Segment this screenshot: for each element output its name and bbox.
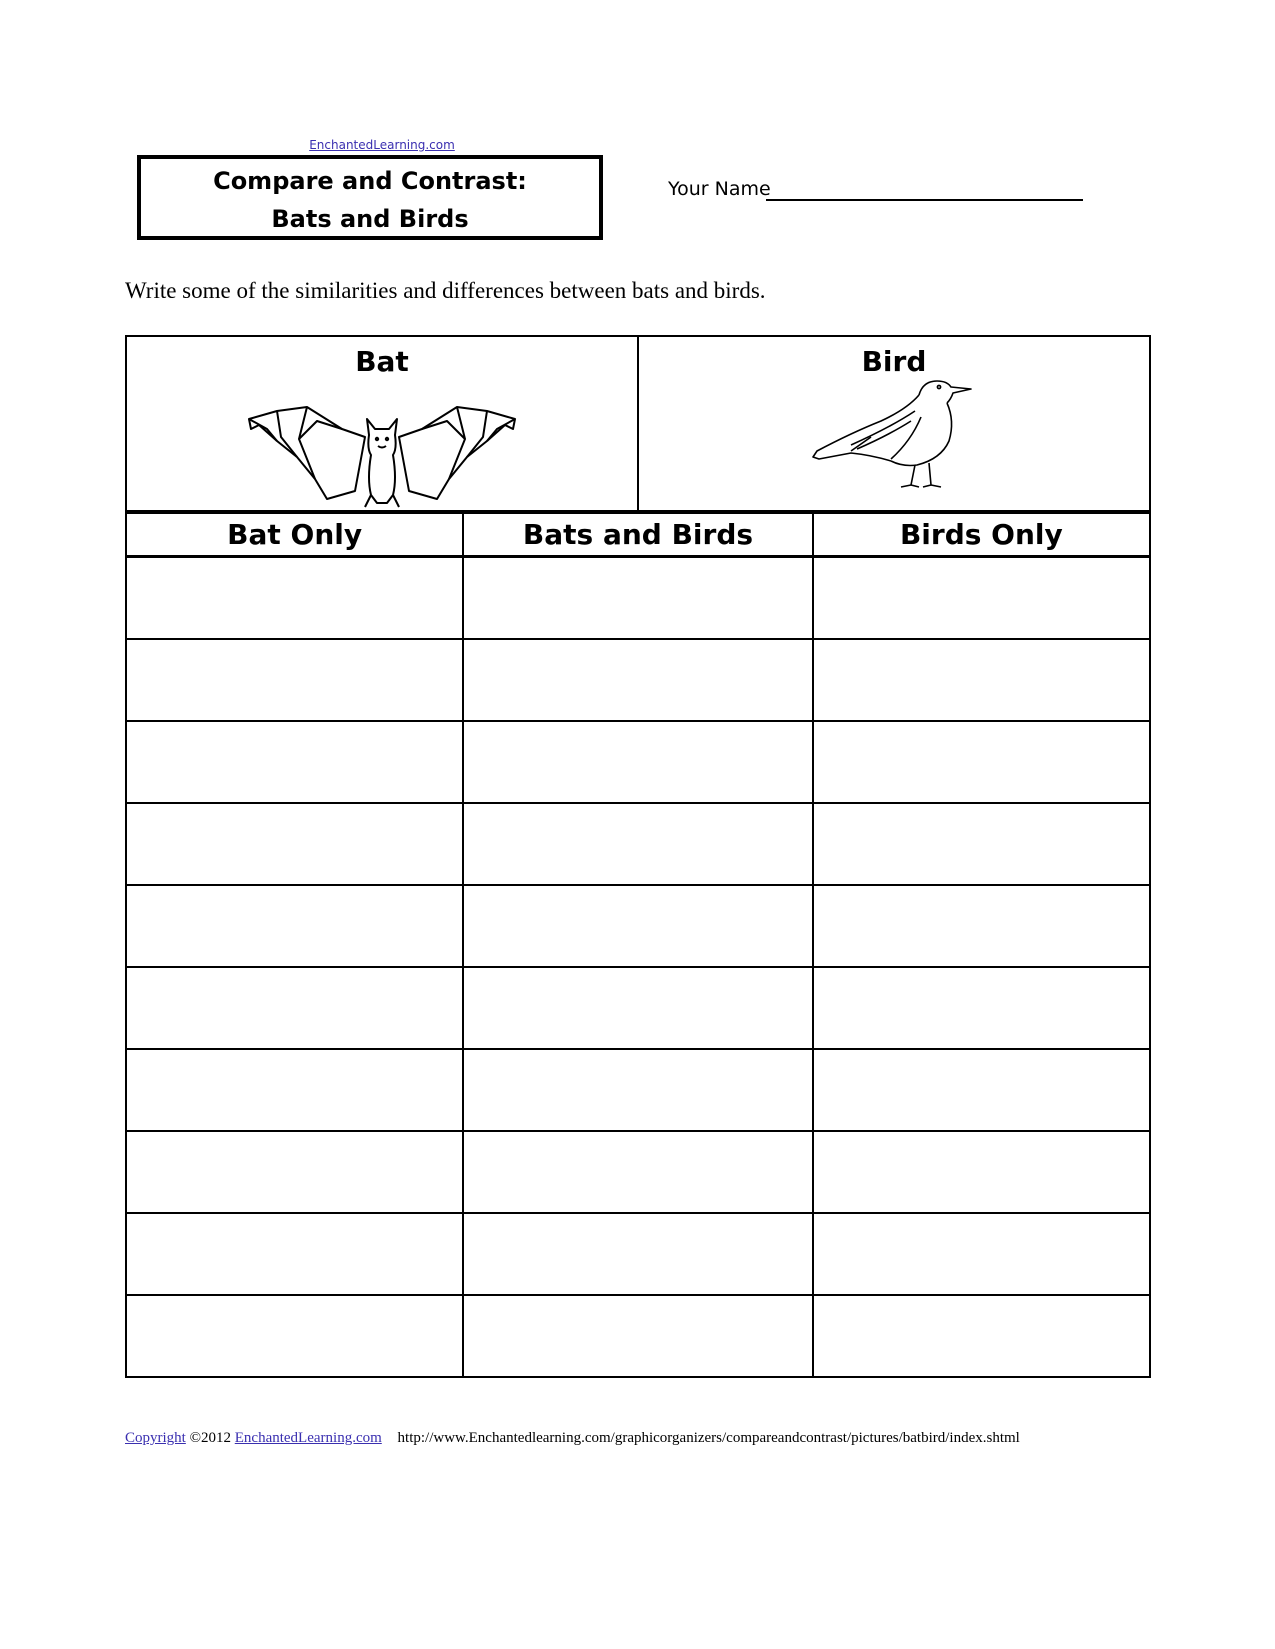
table-row	[126, 967, 1150, 1049]
bat-only-cell[interactable]	[126, 1295, 463, 1377]
table-header-row	[126, 513, 1150, 557]
birds-only-cell[interactable]	[813, 1295, 1150, 1377]
birds-only-cell[interactable]	[813, 1049, 1150, 1131]
both-cell[interactable]	[463, 803, 812, 885]
table-row	[126, 1213, 1150, 1295]
footer-site-link[interactable]: EnchantedLearning.com	[234, 1430, 382, 1446]
instructions: Write some of the similarities and differences between bats and birds.	[125, 278, 766, 303]
bat-only-cell[interactable]	[126, 1131, 463, 1213]
birds-only-cell[interactable]	[813, 1131, 1150, 1213]
column-bats-and-birds: Bats and Birds	[463, 513, 812, 557]
birds-only-cell[interactable]	[813, 639, 1150, 721]
both-cell[interactable]	[463, 967, 812, 1049]
both-cell[interactable]	[463, 1295, 812, 1377]
birds-only-cell[interactable]	[813, 803, 1150, 885]
picture-header-table	[125, 335, 1151, 512]
page-url: http://www.Enchantedlearning.com/graphicorganizers/compareandcontrast/pictures/batbird/index.shtml	[397, 1430, 1020, 1446]
bat-only-cell[interactable]	[126, 967, 463, 1049]
birds-only-cell[interactable]	[813, 557, 1150, 640]
bat-only-cell[interactable]	[126, 639, 463, 721]
birds-only-cell[interactable]	[813, 885, 1150, 967]
bat-only-cell[interactable]	[126, 557, 463, 640]
column-bat-only: Bat Only	[126, 513, 463, 557]
bat-icon	[247, 399, 517, 509]
table-row	[126, 1131, 1150, 1213]
both-cell[interactable]	[463, 721, 812, 803]
bird-icon	[811, 371, 981, 491]
both-cell[interactable]	[463, 1049, 812, 1131]
site-link-top[interactable]: EnchantedLearning.com	[309, 138, 455, 152]
table-row	[126, 803, 1150, 885]
title-box	[137, 155, 603, 240]
name-field-line[interactable]	[766, 199, 1083, 201]
both-cell[interactable]	[463, 639, 812, 721]
both-cell[interactable]	[463, 1213, 812, 1295]
table-row	[126, 1295, 1150, 1377]
copyright-year: ©2012	[189, 1430, 231, 1446]
footer	[125, 1430, 1020, 1447]
bat-picture-cell	[127, 337, 637, 510]
name-label: Your Name	[668, 178, 771, 200]
birds-only-cell[interactable]	[813, 1213, 1150, 1295]
birds-only-cell[interactable]	[813, 721, 1150, 803]
table-row	[126, 721, 1150, 803]
bat-only-cell[interactable]	[126, 1213, 463, 1295]
table-row	[126, 557, 1150, 640]
bat-only-cell[interactable]	[126, 803, 463, 885]
bat-only-cell[interactable]	[126, 721, 463, 803]
title-line-2: Bats and Birds	[271, 205, 469, 233]
table-row	[126, 639, 1150, 721]
copyright-link[interactable]: Copyright	[125, 1430, 186, 1446]
both-cell[interactable]	[463, 885, 812, 967]
both-cell[interactable]	[463, 1131, 812, 1213]
title-line-1: Compare and Contrast:	[213, 167, 527, 195]
bat-label: Bat	[355, 345, 409, 378]
bird-label: Bird	[861, 345, 927, 378]
column-birds-only: Birds Only	[813, 513, 1150, 557]
bird-picture-cell	[637, 337, 1149, 510]
table-row	[126, 885, 1150, 967]
birds-only-cell[interactable]	[813, 967, 1150, 1049]
table-row	[126, 1049, 1150, 1131]
bat-only-cell[interactable]	[126, 1049, 463, 1131]
bat-only-cell[interactable]	[126, 885, 463, 967]
both-cell[interactable]	[463, 557, 812, 640]
comparison-table	[125, 511, 1151, 1378]
